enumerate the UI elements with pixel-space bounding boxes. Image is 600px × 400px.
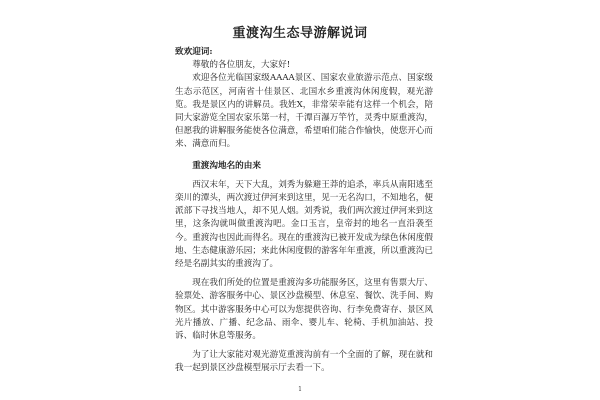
origin-heading: 重渡沟地名的由来 [192, 160, 261, 171]
greeting-paragraph: 尊敬的各位朋友，大家好! [192, 60, 291, 71]
page-number: 1 [298, 386, 302, 393]
intro-paragraph: 欢迎各位光临国家级AAAA景区、国家农业旅游示范点、国家级生态示范区，河南省十佳景区、北国水乡重渡沟休闲度假，观光游览。我是景区内的讲解员。我姓X，非常荣幸能有这样一个机会，陪同大家游览全国农家乐第一村，千潭百瀑万竿竹，灵秀中原重渡沟，但愿我的讲解服务能使各位满意，希望咱们能合作愉快，使您开心而来、满意而归。 [175, 73, 433, 150]
welcome-heading: 致欢迎词: [175, 47, 213, 57]
location-paragraph: 现在我们所处的位置是重渡沟多功能服务区，这里有售票大厅、验票处、游客服务中心、景区沙盘模型、休息室、餐饮、洗手间、购物区。其中游客服务中心可以为您提供咨询、行李免费寄存、景区风光片播放、广播、纪念品、雨伞、婴儿车、轮椅、手机加油站、投诉、临时休息等服务。 [175, 278, 433, 342]
closing-paragraph: 为了让大家能对观光游览重渡沟前有一个全面的了解，现在就和我一起到景区沙盘模型展示厅去看一下。 [175, 350, 433, 374]
document-body [175, 46, 433, 376]
origin-paragraph: 西汉末年，天下大乱，刘秀为躲避王莽的追杀，率兵从南阳逃至栾川的潭头，两次渡过伊河来到这里，见一无名沟口，不知地名，便派部下寻找当地人，却不见人烟。刘秀说，我们两次渡过伊河来到这里，这条沟就叫做重渡沟吧。金口玉言，皇帝封的地名一直沿袭至今。重渡沟也因此而得名。现在的重渡沟已被开发成为绿色休闲度假地、生态健康游乐园；来此休闲度假的游客年年重渡，所以重渡沟已经是名副其实的重渡沟了。 [175, 179, 433, 270]
document-title: 重渡沟生态导游解说词 [232, 26, 368, 41]
